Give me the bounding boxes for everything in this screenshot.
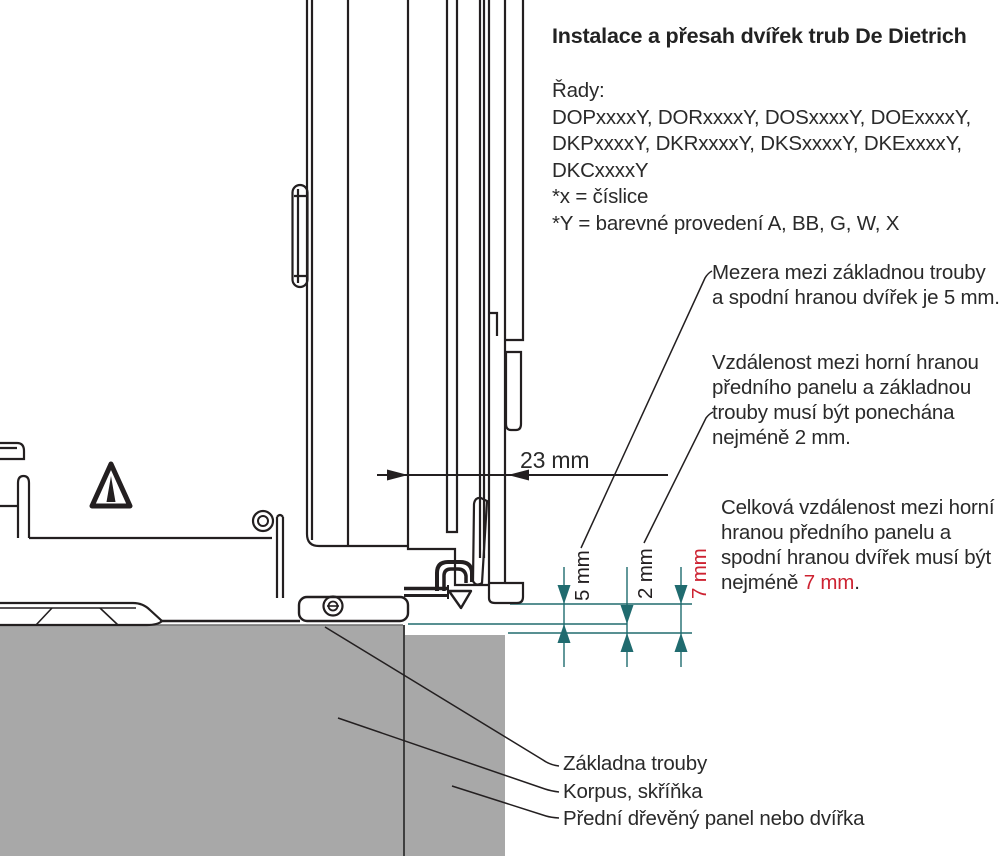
door-glass-pane [506,352,521,430]
side-rail [277,515,283,598]
warning-triangle-icon [92,464,130,506]
annotation-gap-7mm: Celková vzdálenost mezi horní hranou předního panelu a spodní hranou dvířek musí být nejméně 7 mm. [721,496,995,594]
label-oven-base: Základna trouby [563,752,708,775]
oven-door-section [293,0,524,603]
part-labels [563,750,864,833]
leader-gap-2mm [644,412,713,543]
page-title: Instalace a přesah dvířek trub De Dietrich [552,24,967,48]
arrow-down-icon [621,605,634,624]
door-bottom-trim [495,583,523,603]
arrow-up-icon [675,633,688,652]
cavity-front-tab [18,476,29,538]
oven-base-foot-right [299,597,408,622]
annotation-gap-2mm: Vzdálenost mezi horní hranou předního panelu a základnou trouby musí být ponechána nejméně 2 mm. [712,351,979,449]
arrow-down-icon [675,585,688,604]
arrow-up-icon [621,633,634,652]
gap-panel-dimension-label: 2 mm [634,548,657,599]
cabinet-block [0,625,403,856]
overhang-dimension-label: 23 mm [520,447,590,473]
door-hinge-clip [293,185,308,287]
leader-gap-5mm [581,271,712,548]
label-front-panel: Přední dřevěný panel nebo dvířka [563,807,865,830]
screw-icon [253,511,273,531]
gap-dimension-lines [558,549,712,667]
annotation-gap-5mm: Mezera mezi základnou trouby a spodní hranou dvířek je 5 mm. [712,261,1000,309]
series-line: DOPxxxxY, DORxxxxY, DOSxxxxY, DOExxxxY, [552,105,972,129]
gap-reference-lines [408,604,692,633]
series-note-y: *Y = barevné provedení A, BB, G, W, X [552,211,900,235]
annotation-7mm-prefix: nejméně [721,571,804,594]
annotation-7mm-value: 7 mm [803,571,855,594]
arrow-down-icon [558,585,571,604]
label-cabinet: Korpus, skříňka [563,779,703,803]
cabinet-blocks [0,625,505,856]
series-list [552,78,971,237]
arrow-right-icon [387,470,408,481]
series-line: DKCxxxxY [552,158,649,182]
screw-icon [258,516,268,526]
gap-door-dimension-label: 5 mm [571,550,594,601]
series-heading: Řady: [552,79,605,102]
gap-total-dimension-label: 7 mm [688,548,711,599]
door-bottom-latch [449,591,471,608]
cavity-shelf-rail [0,443,24,459]
annotation-7mm-suffix: . [854,571,860,594]
oven-base [0,443,472,625]
series-note-x: *x = číslice [552,185,649,208]
oven-base-foot-left [0,603,162,625]
series-line: DKPxxxxY, DKRxxxxY, DKSxxxxY, DKExxxxY, [552,132,962,155]
